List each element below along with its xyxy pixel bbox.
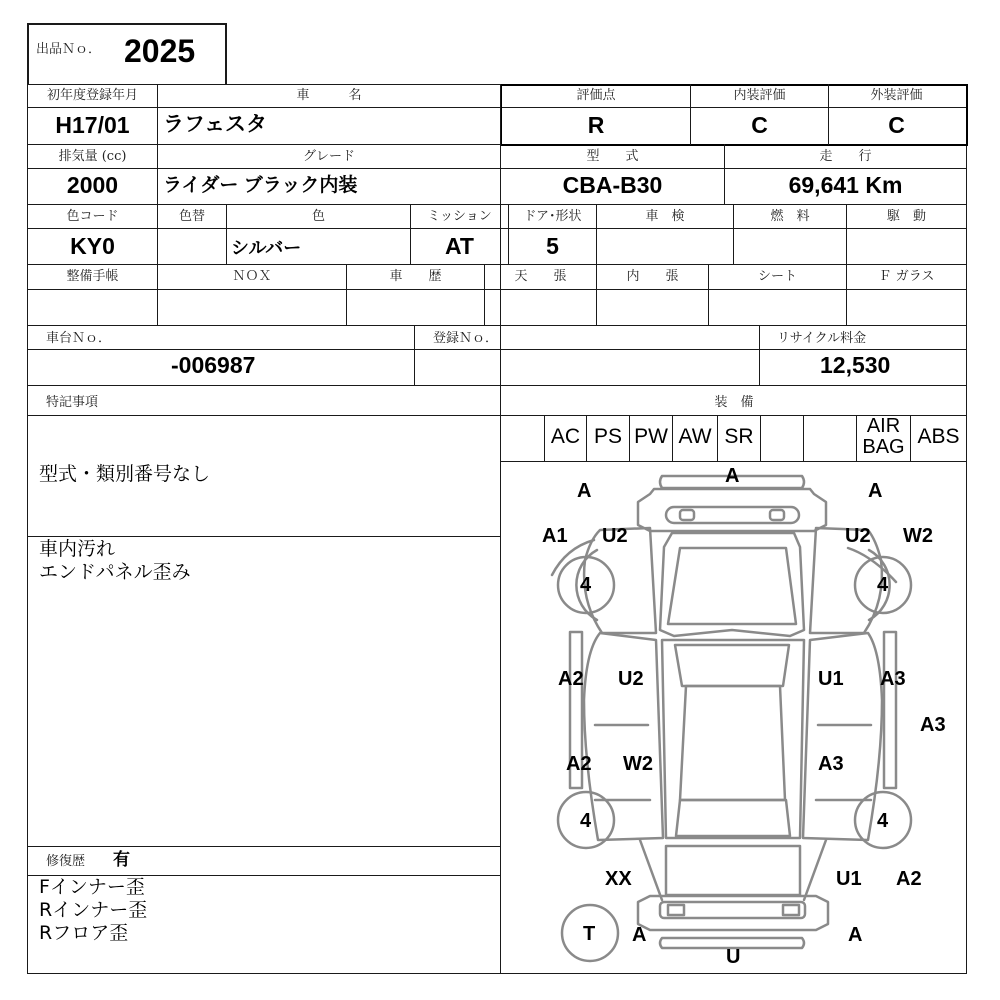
- equipment-sr: SR: [724, 425, 754, 448]
- interior-rating: C: [751, 112, 768, 138]
- interior-rating-label: 内装評価: [733, 88, 786, 103]
- mark-right-fender-w: W2: [903, 525, 933, 547]
- history-label: 車 歴: [389, 269, 442, 284]
- equipment-airbag-line-1: AIR: [866, 415, 901, 437]
- registration-number-label: 登録Ｎｏ．: [433, 331, 499, 346]
- displacement-label: 排気量 (cc): [58, 149, 127, 164]
- remarks-label: 特記事項: [46, 395, 99, 410]
- color: シルバー: [231, 238, 302, 258]
- mark-right-fender-u: U2: [845, 525, 871, 547]
- mark-left-front-tire: 4: [580, 574, 592, 596]
- repair-line-2: Rインナー歪: [39, 899, 148, 921]
- mark-rear-bumper: U: [726, 946, 741, 968]
- car-name: ラフェスタ: [163, 113, 267, 136]
- mark-rear-bumper-right: A: [848, 924, 863, 946]
- recycle-fee-label: リサイクル料金: [777, 331, 867, 346]
- score-label: 評価点: [576, 88, 616, 103]
- repair-line-1: Fインナー歪: [39, 876, 145, 898]
- equipment-pw: PW: [634, 425, 668, 448]
- color-code-label: 色コード: [66, 209, 119, 224]
- mark-rear-right-u: U1: [836, 868, 862, 890]
- mark-left-fender-u: U2: [602, 525, 628, 547]
- mark-right-rear-door-a: A3: [818, 753, 844, 775]
- mark-rear-bumper-left: A: [632, 924, 647, 946]
- car-name-label: 車 名: [296, 88, 362, 103]
- color-code: KY0: [70, 233, 115, 259]
- mark-left-front-door-a: A2: [558, 668, 584, 690]
- doors-label: ドア･形状: [523, 209, 582, 224]
- equipment-abs: ABS: [917, 425, 960, 448]
- car-damage-diagram: [501, 462, 966, 973]
- lot-number: 2025: [124, 33, 196, 69]
- mark-right-front-door-u: U1: [818, 668, 844, 690]
- color-change-label: 色替: [178, 209, 205, 224]
- mark-front-left-corner: A: [577, 480, 592, 502]
- equipment-ac: AC: [550, 425, 581, 448]
- model-code: CBA-B30: [562, 172, 663, 198]
- exterior-rating-label: 外装評価: [870, 88, 923, 103]
- equipment-ps: PS: [593, 425, 622, 448]
- color-label: 色: [311, 209, 325, 224]
- first-registration-label: 初年度登録年月: [46, 88, 138, 103]
- remark-note-2-line-2: エンドパネル歪み: [39, 561, 191, 583]
- exterior-rating: C: [888, 112, 905, 138]
- mark-left-rear-door-w: W2: [623, 753, 653, 775]
- mark-left-front-door-u: U2: [618, 668, 644, 690]
- chassis-number: -006987: [171, 352, 256, 378]
- mark-left-rear-door-a: A2: [566, 753, 592, 775]
- mark-right-side-a: A3: [920, 714, 946, 736]
- lot-number-label: 出品Ｎｏ．: [36, 42, 102, 57]
- equipment-aw: AW: [678, 425, 712, 448]
- displacement: 2000: [66, 172, 119, 198]
- mark-right-front-door-a: A3: [880, 668, 906, 690]
- mileage-label: 走 行: [819, 149, 872, 164]
- inspection-label: 車 検: [645, 209, 685, 224]
- model-label: 型 式: [586, 149, 639, 164]
- remark-note-2-line-1: 車内汚れ: [39, 538, 116, 560]
- doors: 5: [546, 233, 559, 259]
- mark-rear-right-a: A2: [896, 868, 922, 890]
- equipment-label: 装 備: [714, 395, 754, 410]
- mark-front-bumper: A: [725, 465, 740, 487]
- service-book-label: 整備手帳: [66, 269, 119, 284]
- mark-spare-tire: T: [583, 923, 596, 945]
- chassis-number-label: 車台Ｎｏ．: [46, 331, 112, 346]
- mark-right-front-tire: 4: [877, 574, 889, 596]
- fuel-label: 燃 料: [770, 209, 810, 224]
- mark-front-right-corner: A: [868, 480, 883, 502]
- grade: ライダー ブラック内装: [163, 175, 358, 196]
- auction-score: R: [587, 112, 605, 138]
- interior-lining-label: 内 張: [626, 269, 679, 284]
- transmission-label: ミッション: [427, 209, 492, 224]
- repair-history-value: 有: [113, 850, 130, 869]
- seat-label: シート: [757, 269, 797, 284]
- repair-history-label: 修復歴: [46, 854, 86, 869]
- mark-rear-left: XX: [605, 868, 632, 890]
- mark-right-rear-tire: 4: [877, 810, 889, 832]
- roof-lining-label: 天 張: [514, 269, 567, 284]
- recycle-fee: 12,530: [820, 352, 891, 378]
- mark-left-rear-tire: 4: [580, 810, 592, 832]
- first-registration: H17/01: [55, 112, 130, 138]
- front-glass-label: Ｆ ガラス: [878, 269, 935, 284]
- repair-line-3: Rフロア歪: [39, 922, 129, 944]
- transmission: AT: [445, 233, 474, 259]
- remark-note-1: 型式・類別番号なし: [39, 463, 211, 485]
- mileage: 69,641 Km: [788, 172, 903, 198]
- mark-left-fender-a: A1: [542, 525, 568, 547]
- nox-label: ＮＯＸ: [232, 269, 272, 284]
- equipment-airbag-line-2: BAG: [862, 436, 905, 458]
- drive-label: 駆 動: [886, 209, 926, 224]
- grade-label: グレード: [302, 149, 355, 164]
